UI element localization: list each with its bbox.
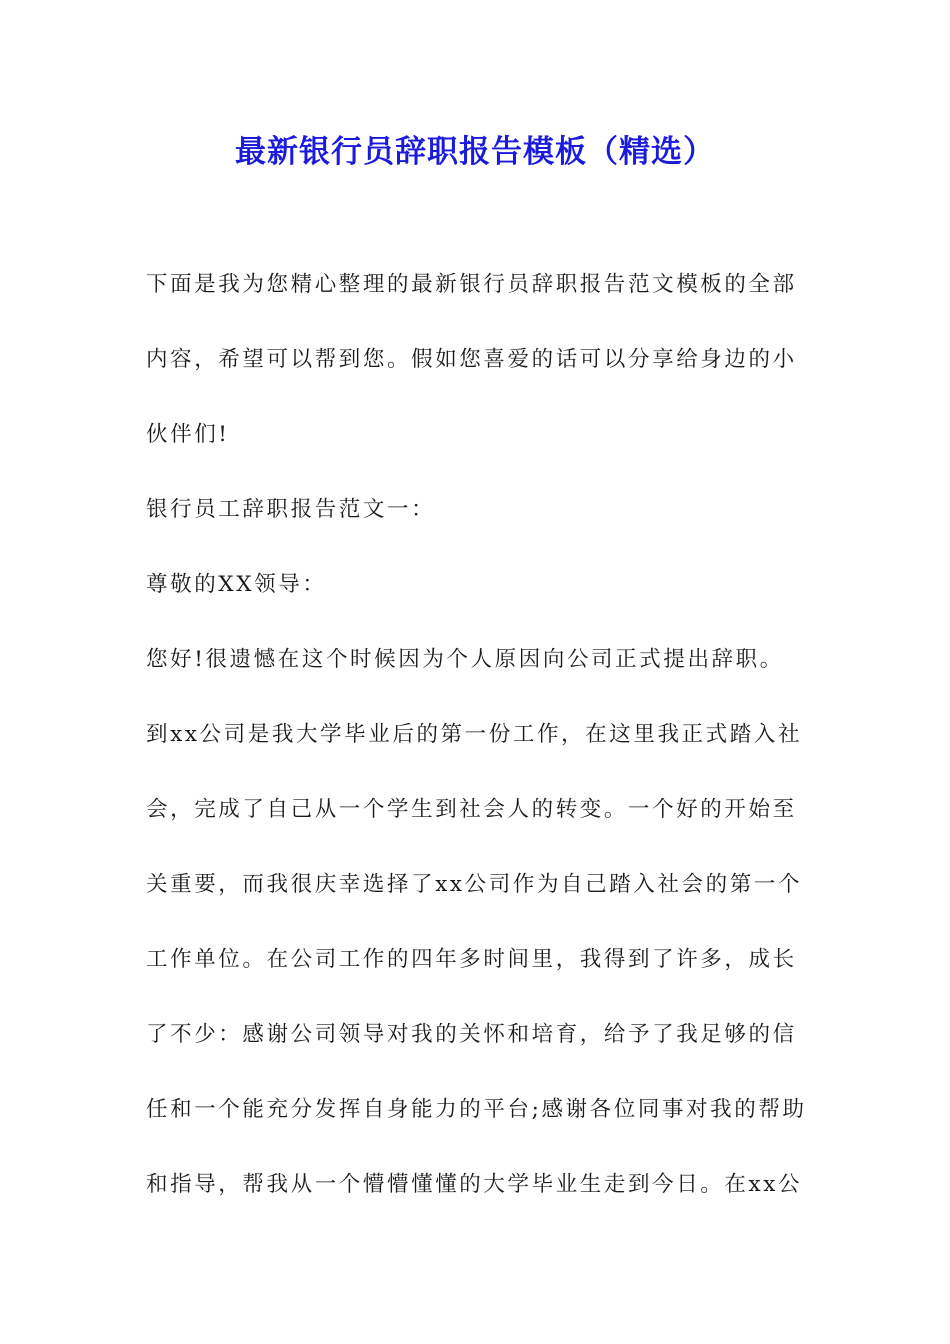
text-line: 下面是我为您精心整理的最新银行员辞职报告范文模板的全部 [146,272,797,297]
text-line: 您好!很遗憾在这个时候因为个人原因向公司正式提出辞职。 [146,647,784,672]
text-line: 工作单位。在公司工作的四年多时间里，我得到了许多，成长 [146,947,797,972]
document-title: 最新银行员辞职报告模板（精选） [235,134,715,170]
document-body [146,260,811,1235]
section-heading: 银行员工辞职报告范文一： [146,497,436,522]
text-line: 了不少：感谢公司领导对我的关怀和培育，给予了我足够的信 [146,1022,797,1047]
text-line: 和指导，帮我从一个懵懵懂懂的大学毕业生走到今日。在xx公 [146,1172,803,1197]
text-line: 任和一个能充分发挥自身能力的平台;感谢各位同事对我的帮助 [146,1097,807,1122]
text-line: 到xx公司是我大学毕业后的第一份工作，在这里我正式踏入社 [146,722,803,747]
text-line: 关重要，而我很庆幸选择了xx公司作为自己踏入社会的第一个 [146,872,803,897]
text-line: 会，完成了自己从一个学生到社会人的转变。一个好的开始至 [146,797,797,822]
text-line: 伙伴们! [146,422,230,447]
salutation: 尊敬的XX领导： [146,572,327,597]
text-line: 内容，希望可以帮到您。假如您喜爱的话可以分享给身边的小 [146,347,797,372]
